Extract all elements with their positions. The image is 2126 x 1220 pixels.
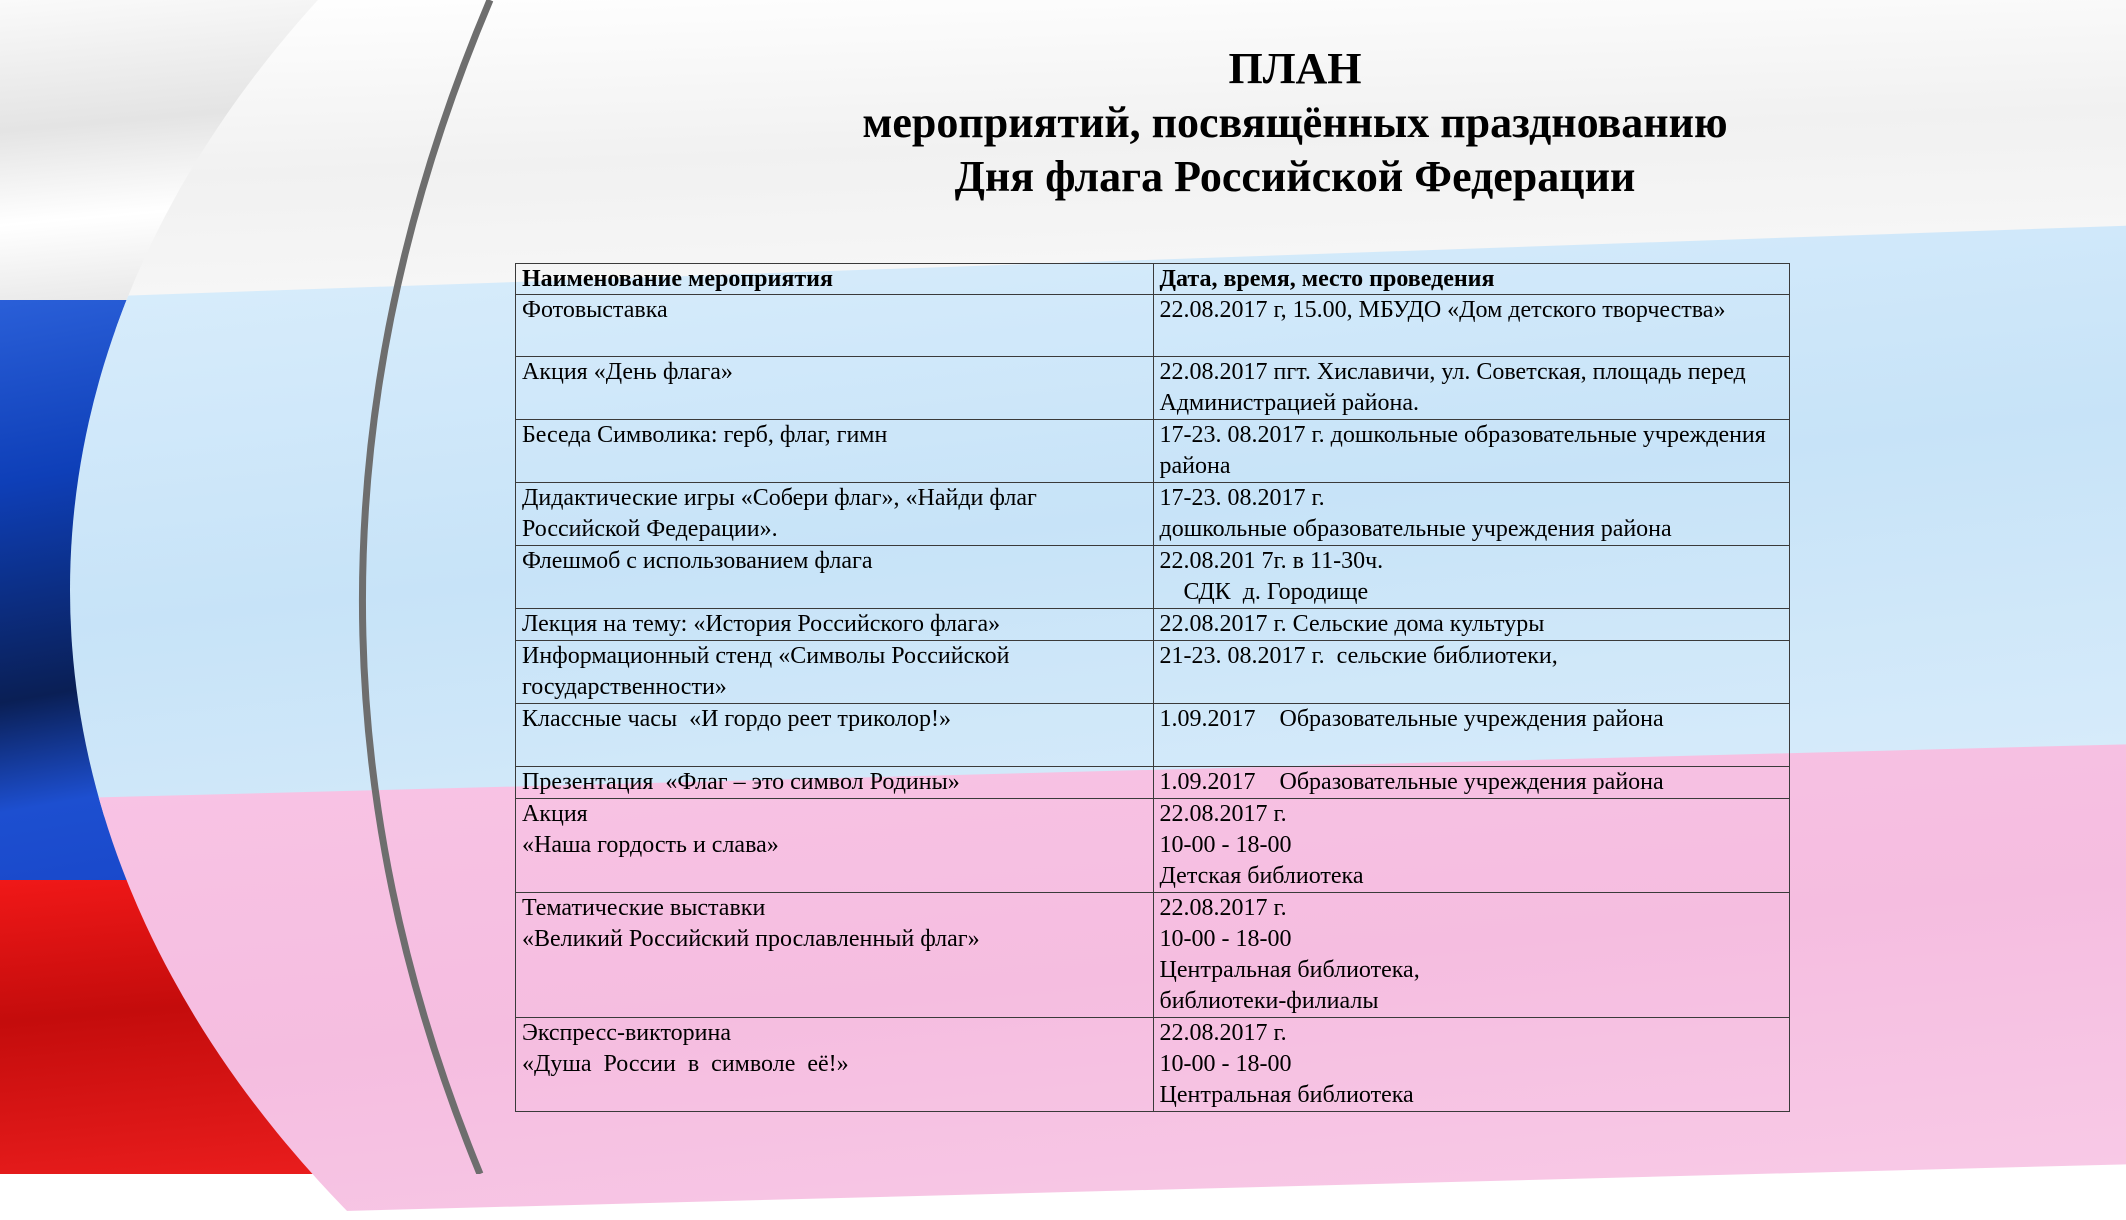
event-when-cell [1153, 609, 1790, 641]
event-name-cell [516, 799, 1154, 893]
event-name: Беседа Символика: герб, флаг, гимн [522, 422, 888, 448]
event-name: Флешмоб с использованием флага [522, 548, 873, 574]
event-name-cell [516, 704, 1154, 767]
event-name: Акция «Наша гордость и слава» [522, 801, 779, 858]
event-when-cell [1153, 767, 1790, 799]
event-name: Презентация «Флаг – это символ Родины» [522, 769, 960, 795]
event-when: 22.08.2017 г. 10-00 - 18-00 Центральная библиотека [1159, 1020, 1414, 1108]
event-when-cell [1153, 1018, 1790, 1112]
title-line-1: ПЛАН [1228, 44, 1362, 93]
table-row [516, 1018, 1790, 1112]
event-when: 22.08.2017 г. Сельские дома культуры [1159, 611, 1545, 637]
event-name: Дидактические игры «Собери флаг», «Найди флаг Российской Федерации». [522, 485, 1043, 542]
event-when-cell [1153, 893, 1790, 1018]
event-when-cell [1153, 546, 1790, 609]
table-row [516, 799, 1790, 893]
event-name-cell [516, 420, 1154, 483]
event-when-cell [1153, 704, 1790, 767]
event-name-cell [516, 546, 1154, 609]
event-when: 22.08.2017 пгт. Хиславичи, ул. Советская, площадь перед Администрацией района. [1159, 359, 1752, 416]
table-row [516, 609, 1790, 641]
title-line-3: Дня флага Российской Федерации [954, 152, 1636, 201]
event-name: Информационный стенд «Символы Российской государственности» [522, 643, 1016, 700]
table-header-row [516, 264, 1790, 295]
title-line-2: мероприятий, посвящённых празднованию [862, 98, 1728, 147]
event-when: 17-23. 08.2017 г. дошкольные образовательные учреждения района [1159, 485, 1672, 542]
event-when: 22.08.2017 г, 15.00, МБУДО «Дом детского творчества» [1159, 297, 1726, 323]
table-row [516, 893, 1790, 1018]
table-row [516, 420, 1790, 483]
event-name-cell [516, 357, 1154, 420]
event-name: Экспресс-викторина «Душа России в символе её!» [522, 1020, 849, 1077]
event-name: Классные часы «И гордо реет триколор!» [522, 706, 952, 732]
event-name-cell [516, 295, 1154, 357]
event-when: 21-23. 08.2017 г. сельские библиотеки, [1159, 643, 1558, 669]
table-row [516, 483, 1790, 546]
table-row [516, 357, 1790, 420]
event-name-cell [516, 641, 1154, 704]
event-when: 22.08.201 7г. в 11-30ч. СДК д. Городище [1159, 548, 1384, 605]
event-when-cell [1153, 357, 1790, 420]
event-name-cell [516, 1018, 1154, 1112]
event-when: 1.09.2017 Образовательные учреждения района [1159, 706, 1664, 732]
event-name: Лекция на тему: «История Российского флага» [522, 611, 1001, 637]
event-when-cell [1153, 799, 1790, 893]
event-when-cell [1153, 641, 1790, 704]
event-name-cell [516, 609, 1154, 641]
table-row [516, 767, 1790, 799]
event-name-cell [516, 893, 1154, 1018]
table-row [516, 641, 1790, 704]
table-row [516, 295, 1790, 357]
page-title [720, 42, 1870, 204]
event-when-cell [1153, 420, 1790, 483]
event-name-cell [516, 483, 1154, 546]
event-when: 17-23. 08.2017 г. дошкольные образовательные учреждения района [1159, 422, 1772, 479]
event-when-cell [1153, 295, 1790, 357]
table-row [516, 704, 1790, 767]
event-name-cell [516, 767, 1154, 799]
header-event-name: Наименование мероприятия [516, 264, 1154, 295]
events-table [515, 263, 1790, 1112]
event-name: Фотовыставка [522, 297, 668, 323]
event-when: 22.08.2017 г. 10-00 - 18-00 Детская библиотека [1159, 801, 1364, 889]
event-when: 1.09.2017 Образовательные учреждения района [1159, 769, 1664, 795]
event-name: Акция «День флага» [522, 359, 733, 385]
event-name: Тематические выставки «Великий Российский прославленный флаг» [522, 895, 980, 952]
header-date-place: Дата, время, место проведения [1153, 264, 1790, 295]
table-row [516, 546, 1790, 609]
event-when-cell [1153, 483, 1790, 546]
event-when: 22.08.2017 г. 10-00 - 18-00 Центральная библиотека, библиотеки-филиалы [1159, 895, 1420, 1014]
